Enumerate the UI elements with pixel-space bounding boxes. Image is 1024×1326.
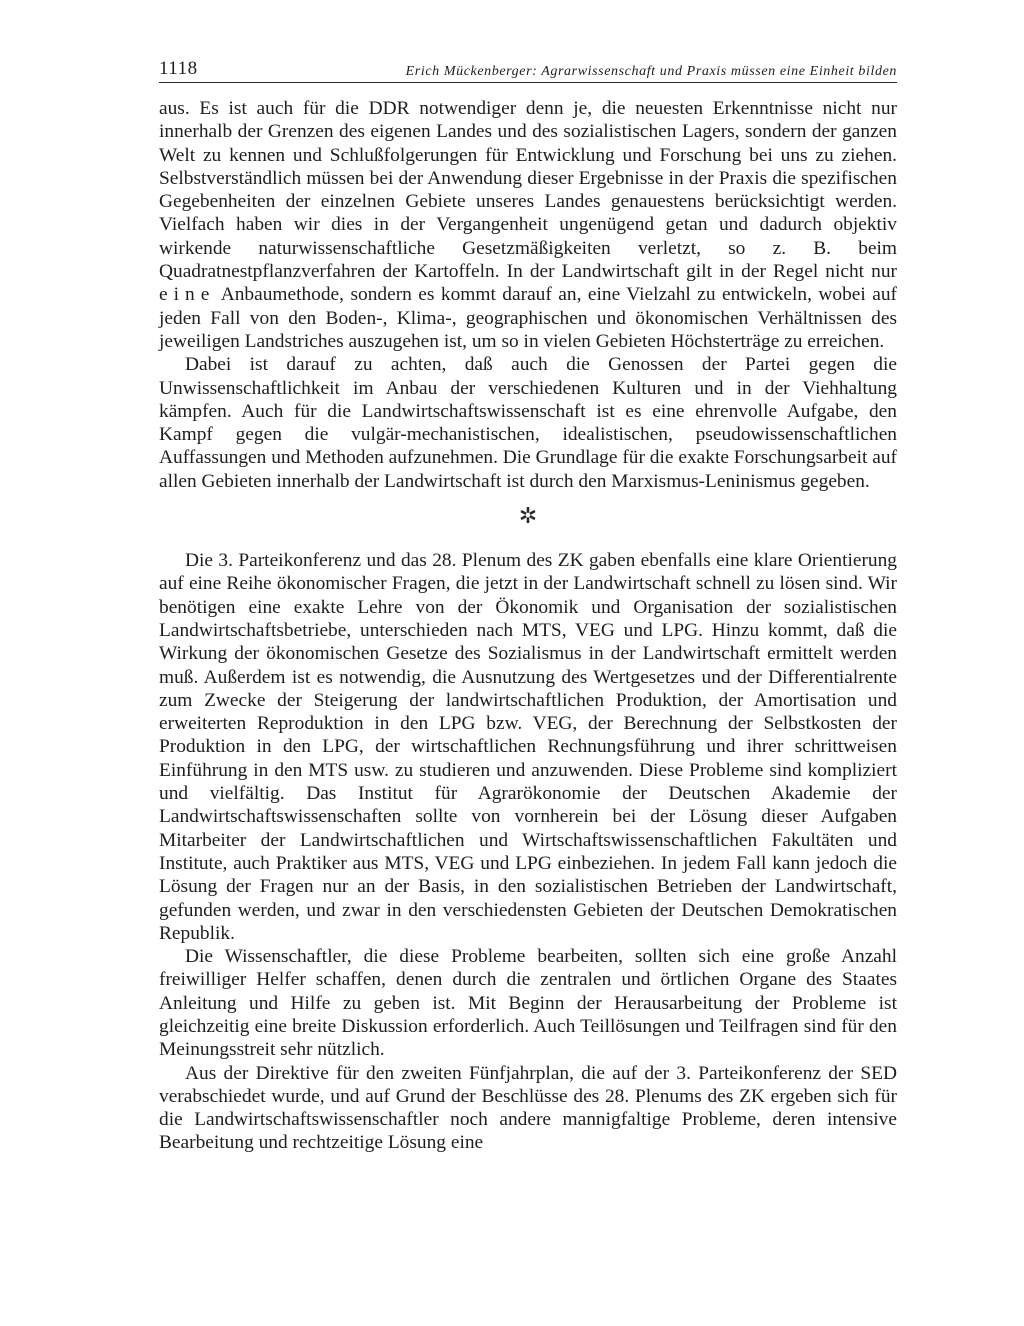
paragraph: Die Wissenschaftler, die diese Probleme bearbeiten, sollten sich eine große Anzahl freiwilliger Helfer schaffen, denen durch die zentralen und örtlichen Organe des Staates Anleitung und Hilfe zu geben ist. Mit Beginn der Herausarbeitung der Probleme ist gleichzeitig eine breite Diskussion erforderlich. Auch Teillösungen und Teilfragen sind für den Meinungsstreit sehr nützlich. [159,946,897,1061]
paragraph-text: aus. Es ist auch für die DDR notwendiger denn je, die neuesten Erkenntnisse nicht nur innerhalb der Grenzen des eigenen Landes und des sozialistischen Lagers, sondern der ganzen Welt zu kennen und Schlußfolgerungen für Entwicklung und Forschung bei uns zu ziehen. Selbstverständlich müssen bei der Anwendung dieser Ergebnisse in der Praxis die spezifischen Gegebenheiten der einzelnen Gebiete unseres Landes genauestens berücksichtigt werden. Vielfach haben wir dies in der Vergangenheit ungenügend getan und dadurch objektiv wirkende naturwissenschaftliche Gesetzmäßigkeiten verletzt, so z. B. beim Quadratnestpflanzverfahren der Kartoffeln. In der Landwirtschaft gilt in der Regel nicht nur [159,98,897,283]
running-head: Erich Mückenberger: Agrarwissenschaft und Praxis müssen eine Einheit bilden [405,64,897,79]
page-number: 1118 [159,58,198,79]
paragraph: Dabei ist darauf zu achten, daß auch die Genossen der Partei gegen die Unwissenschaftlichkeit im Anbau der verschiedenen Kulturen und in der Viehhaltung kämpfen. Auch für die Landwirtschaftswissenschaft ist es eine ehrenvolle Aufgabe, den Kampf gegen die vulgär-mechanistischen, idealistischen, pseudowissenschaftlichen Auffassungen und Methoden aufzunehmen. Die Grundlage für die exakte Forschungsarbeit auf allen Gebieten innerhalb der Landwirtschaft ist durch den Marxismus-Leninismus gegeben. [159,354,897,492]
paragraph: Aus der Direktive für den zweiten Fünfjahrplan, die auf der 3. Parteikonferenz der SED verabschiedet wurde, und auf Grund der Beschlüsse des 28. Plenums des ZK ergeben sich für die Landwirtschaftswissenschaftler noch andere mannigfaltige Probleme, deren intensive Bearbeitung und rechtzeitige Lösung eine [159,1062,897,1154]
paragraph-text: Anbaumethode, sondern es kommt darauf an, eine Vielzahl zu entwickeln, wobei auf jeden Fall von den Boden-, Klima-, geographischen und ökonomischen Verhältnissen des jeweiligen Landstriches auszugehen ist, um so in vielen Gebieten Höchsterträge zu erreichen. [159,284,897,352]
paragraph: Die 3. Parteikonferenz und das 28. Plenum des ZK gaben ebenfalls eine klare Orientierung auf eine Reihe ökonomischer Fragen, die jetzt in der Landwirtschaft schnell zu lösen sind. Wir benötigen eine exakte Lehre von der Ökonomik und Organisation der sozialistischen Landwirtschaftsbetriebe, unterschieden nach MTS, VEG und LPG. Hinzu kommt, daß die Wirkung der ökonomischen Gesetze des Sozialismus in der Landwirtschaft ermittelt werden muß. Außerdem ist es notwendig, die Ausnutzung des Wertgesetzes und der Differentialrente zum Zwecke der Steigerung der landwirtschaftlichen Produktion, der Amortisation und erweiterten Reproduktion in den LPG bzw. VEG, der Berechnung der Selbstkosten der Produktion in den LPG, der wirtschaftlichen Rechnungsführung und ihrer schrittweisen Einführung in den MTS usw. zu studieren und anzuwenden. Diese Probleme sind kompliziert und vielfältig. Das Institut für Agrarökonomie der Deutschen Akademie der Landwirtschaftswissenschaften sollte von vornherein bei der Lösung dieser Aufgaben Mitarbeiter der Landwirtschaftlichen und Wirtschaftswissenschaftlichen Fakultäten und Institute, auch Praktiker aus MTS, VEG und LPG einbeziehen. In jedem Fall kann jedoch die Lösung der Fragen nur an der Basis, in den sozialistischen Betrieben der Landwirtschaft, gefunden werden, und zwar in den verschiedensten Gebieten der Deutschen Demokratischen Republik. [159,550,897,944]
body-text [159,97,897,1155]
page-header [159,58,897,83]
emphasized-word: eine [159,284,216,306]
section-separator-asterisk: ✲ [518,503,538,529]
document-page [159,58,897,1155]
paragraph [159,97,897,353]
